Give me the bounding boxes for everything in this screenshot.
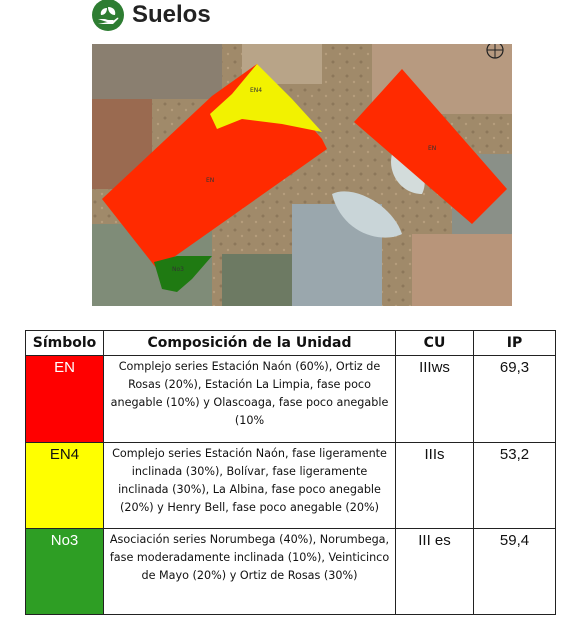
- map-label-en-right: EN: [428, 145, 437, 152]
- page-header: [92, 0, 211, 30]
- header-ip: IP: [474, 331, 556, 356]
- ip-cell: 59,4: [474, 529, 556, 615]
- cu-cell: IIIws: [396, 356, 474, 443]
- field-patch: [412, 234, 512, 306]
- table-row: [26, 443, 556, 529]
- header-simbolo: Símbolo: [26, 331, 104, 356]
- field-patch: [92, 44, 222, 99]
- header-composicion: Composición de la Unidad: [104, 331, 396, 356]
- ip-cell: 69,3: [474, 356, 556, 443]
- soil-map: [92, 44, 512, 306]
- field-patch: [222, 254, 292, 306]
- map-label-en-left: EN: [206, 177, 215, 184]
- ip-cell: 53,2: [474, 443, 556, 529]
- symbol-cell: No3: [26, 529, 104, 615]
- symbol-cell: EN4: [26, 443, 104, 529]
- symbol-cell: EN: [26, 356, 104, 443]
- map-label-en4: EN4: [250, 87, 263, 94]
- leaf-hand-icon: [92, 0, 124, 31]
- cu-cell: III es: [396, 529, 474, 615]
- composition-cell: Asociación series Norumbega (40%), Norumbega, fase moderadamente inclinada (10%), Veinticinco de Mayo (20%) y Ortiz de Rosas (30%): [104, 529, 396, 615]
- header-cu: CU: [396, 331, 474, 356]
- cu-cell: IIIs: [396, 443, 474, 529]
- map-label-no3: No3: [172, 266, 184, 273]
- composition-cell: Complejo series Estación Naón, fase ligeramente inclinada (30%), Bolívar, fase ligeramente inclinada (30%), La Albina, fase poco anegable (20%) y Henry Bell, fase poco anegable (20%): [104, 443, 396, 529]
- table-header-row: [26, 331, 556, 356]
- table-row: [26, 529, 556, 615]
- table-row: [26, 356, 556, 443]
- page-title: Suelos: [132, 1, 211, 28]
- composition-cell: Complejo series Estación Naón (60%), Ortiz de Rosas (20%), Estación La Limpia, fase poco anegable (10%) y Olascoaga, fase poco anegable (10%: [104, 356, 396, 443]
- soil-units-table: [25, 330, 556, 615]
